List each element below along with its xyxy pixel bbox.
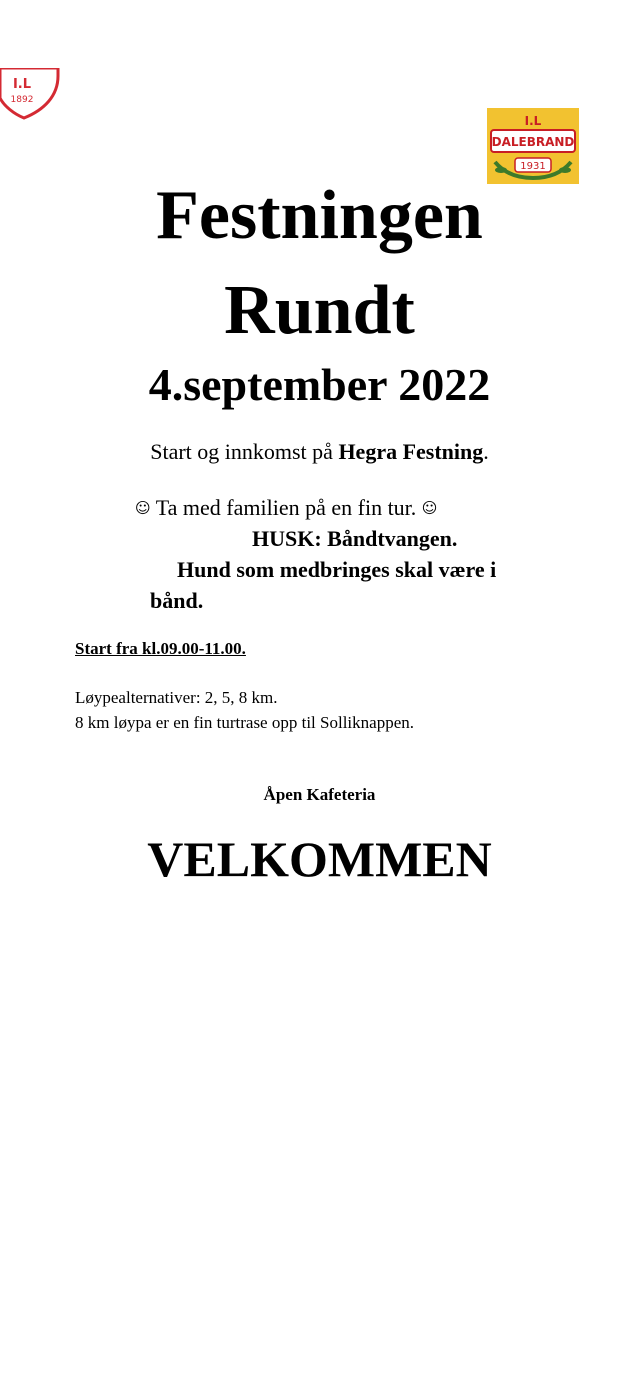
- start-location-suffix: .: [483, 439, 489, 464]
- route-options: Løypealternativer: 2, 5, 8 km.: [75, 688, 278, 707]
- logo-left-label: I.L: [12, 77, 32, 92]
- page-title-line1: Festningen: [156, 177, 483, 254]
- start-time: Start fra kl.09.00-11.00.: [75, 639, 246, 658]
- smiley-icon: ☺: [135, 499, 151, 517]
- start-location-text: [0, 437, 639, 467]
- family-tagline-text: Ta med familien på en fin tur.: [155, 495, 417, 520]
- club-logo-dalebrand: [487, 108, 579, 184]
- logo-right-year: 1931: [520, 161, 546, 172]
- leash-notice-line1: Hund som medbringes skal være i: [177, 557, 497, 582]
- logo-left-year: 1892: [10, 95, 34, 105]
- cafeteria-notice: Åpen Kafeteria: [263, 785, 376, 804]
- event-date: 4.september 2022: [148, 359, 491, 410]
- smiley-icon: ☺: [421, 499, 438, 517]
- start-location-place: Hegra Festning: [338, 439, 484, 464]
- family-tagline: [135, 493, 437, 523]
- club-logo-1892: [0, 68, 60, 120]
- route-description: 8 km løypa er en fin turtrase opp til Solliknappen.: [75, 713, 414, 732]
- page-title-line2: Rundt: [224, 272, 415, 349]
- leash-notice-line2: bånd.: [150, 588, 204, 613]
- welcome-heading: VELKOMMEN: [147, 831, 492, 887]
- leash-notice-heading: HUSK: Båndtvangen.: [252, 526, 458, 551]
- logo-right-label: I.L: [524, 114, 542, 128]
- logo-right-name: DALEBRAND: [491, 135, 575, 149]
- start-location-prefix: Start og innkomst på: [150, 439, 339, 464]
